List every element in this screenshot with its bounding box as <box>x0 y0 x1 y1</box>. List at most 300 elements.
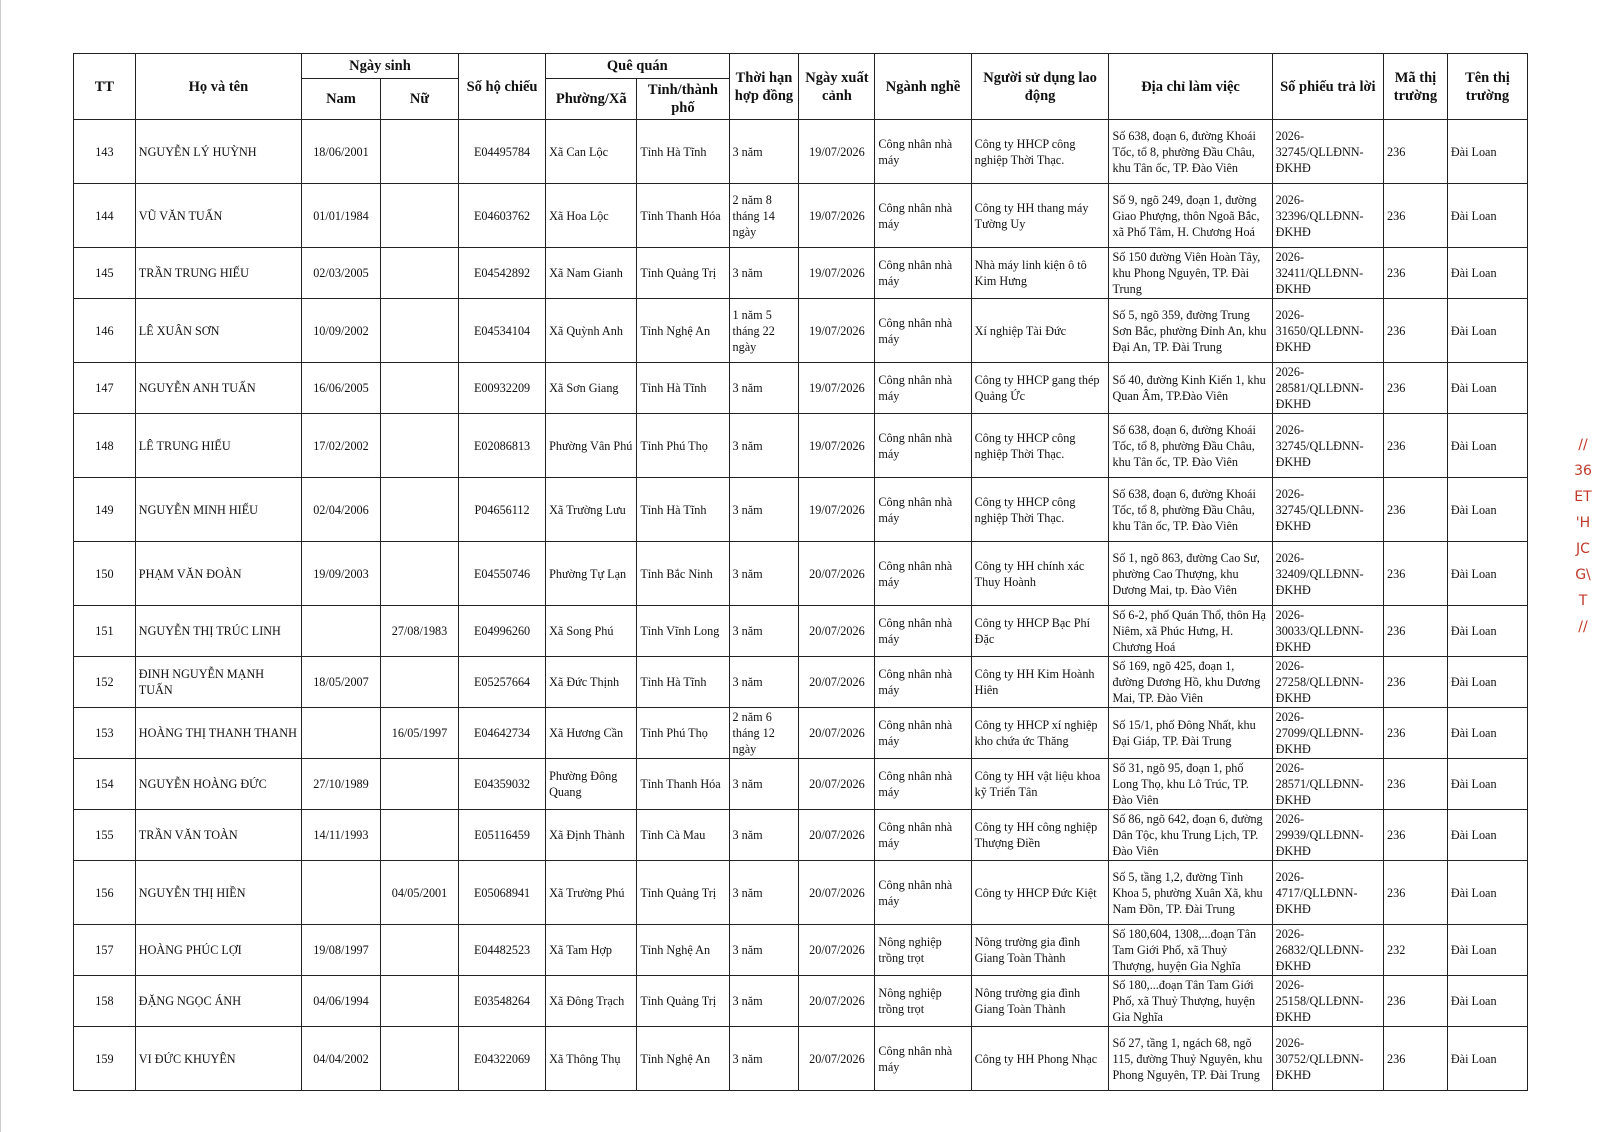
cell-tt: 153 <box>74 708 136 759</box>
cell-dob-male: 01/01/1984 <box>301 184 380 248</box>
cell-receipt: 2026-25158/QLLĐNN-ĐKHĐ <box>1272 976 1383 1027</box>
cell-dob-male: 02/03/2005 <box>301 248 380 299</box>
header-dob-male: Nam <box>301 79 380 120</box>
cell-market-name: Đài Loan <box>1447 363 1527 414</box>
cell-ward: Xã Nam Gianh <box>546 248 637 299</box>
cell-dob-male: 19/08/1997 <box>301 925 380 976</box>
cell-tt: 149 <box>74 478 136 542</box>
cell-ward: Xã Đông Trạch <box>546 976 637 1027</box>
cell-market-name: Đài Loan <box>1447 1027 1527 1091</box>
table-row <box>74 759 1528 810</box>
cell-province: Tỉnh Nghệ An <box>637 1027 729 1091</box>
cell-name: ĐINH NGUYỄN MẠNH TUẤN <box>135 657 301 708</box>
table-row <box>74 248 1528 299</box>
cell-tt: 156 <box>74 861 136 925</box>
cell-passport: E04482523 <box>459 925 546 976</box>
cell-tt: 155 <box>74 810 136 861</box>
header-dob-female: Nữ <box>380 79 458 120</box>
stamp-line: JC <box>1576 541 1590 557</box>
cell-address: Số 169, ngõ 425, đoạn 1, đường Dương Hồ, khu Dương Mai, TP. Đào Viên <box>1109 657 1272 708</box>
cell-market-name: Đài Loan <box>1447 478 1527 542</box>
cell-employer: Công ty HH thang máy Tường Uy <box>971 184 1109 248</box>
cell-exit-date: 20/07/2026 <box>799 606 875 657</box>
cell-dob-male: 16/06/2005 <box>301 363 380 414</box>
scan-edge <box>0 0 1 1132</box>
cell-market-name: Đài Loan <box>1447 606 1527 657</box>
cell-address: Số 180,604, 1308,...đoạn Tân Tam Giới Phố, xã Thuỷ Thượng, huyện Gia Nghĩa <box>1109 925 1272 976</box>
cell-tt: 148 <box>74 414 136 478</box>
cell-province: Tỉnh Hà Tĩnh <box>637 478 729 542</box>
cell-name: NGUYỄN THỊ TRÚC LINH <box>135 606 301 657</box>
cell-ward: Xã Định Thành <box>546 810 637 861</box>
cell-passport: P04656112 <box>459 478 546 542</box>
cell-market-name: Đài Loan <box>1447 184 1527 248</box>
header-dob-group: Ngày sinh <box>301 54 458 79</box>
cell-address: Số 150 đường Viên Hoàn Tây, khu Phong Nguyên, TP. Đài Trung <box>1109 248 1272 299</box>
cell-employer: Công ty HHCP Bạc Phí Đặc <box>971 606 1109 657</box>
cell-receipt: 2026-32409/QLLĐNN-ĐKHĐ <box>1272 542 1383 606</box>
cell-occupation: Công nhân nhà máy <box>875 120 971 184</box>
cell-dob-female <box>380 414 458 478</box>
cell-employer: Công ty HH công nghiệp Thượng Điền <box>971 810 1109 861</box>
cell-passport: E05257664 <box>459 657 546 708</box>
cell-dob-male: 10/09/2002 <box>301 299 380 363</box>
cell-occupation: Công nhân nhà máy <box>875 708 971 759</box>
cell-passport: E05116459 <box>459 810 546 861</box>
header-term: Thời hạn hợp đồng <box>729 54 799 120</box>
cell-occupation: Công nhân nhà máy <box>875 184 971 248</box>
table-row <box>74 414 1528 478</box>
cell-name: NGUYỄN HOÀNG ĐỨC <box>135 759 301 810</box>
cell-name: TRẦN VĂN TOÀN <box>135 810 301 861</box>
cell-address: Số 5, tầng 1,2, đường Tỉnh Khoa 5, phường Xuân Xã, khu Nam Đồn, TP. Đài Trung <box>1109 861 1272 925</box>
cell-ward: Xã Tam Hợp <box>546 925 637 976</box>
cell-market-code: 236 <box>1384 976 1448 1027</box>
cell-passport: E04996260 <box>459 606 546 657</box>
cell-occupation: Công nhân nhà máy <box>875 810 971 861</box>
cell-term: 3 năm <box>729 810 799 861</box>
cell-employer: Công ty HH Kim Hoành Hiên <box>971 657 1109 708</box>
cell-term: 3 năm <box>729 976 799 1027</box>
cell-province: Tỉnh Phú Thọ <box>637 708 729 759</box>
cell-market-name: Đài Loan <box>1447 542 1527 606</box>
cell-market-name: Đài Loan <box>1447 299 1527 363</box>
cell-passport: E02086813 <box>459 414 546 478</box>
table-row <box>74 708 1528 759</box>
cell-occupation: Công nhân nhà máy <box>875 542 971 606</box>
cell-occupation: Công nhân nhà máy <box>875 1027 971 1091</box>
cell-term: 3 năm <box>729 478 799 542</box>
stamp-line: 36 <box>1574 463 1592 479</box>
cell-passport: E04542892 <box>459 248 546 299</box>
cell-employer: Công ty HHCP công nghiệp Thời Thạc. <box>971 120 1109 184</box>
cell-market-code: 236 <box>1384 184 1448 248</box>
cell-employer: Công ty HHCP gang thép Quảng Ức <box>971 363 1109 414</box>
cell-market-code: 236 <box>1384 478 1448 542</box>
cell-dob-female <box>380 478 458 542</box>
cell-dob-female: 27/08/1983 <box>380 606 458 657</box>
cell-employer: Công ty HHCP công nghiệp Thời Thạc. <box>971 414 1109 478</box>
cell-dob-male: 17/02/2002 <box>301 414 380 478</box>
cell-dob-male: 18/06/2001 <box>301 120 380 184</box>
header-employer: Người sử dụng lao động <box>971 54 1109 120</box>
cell-occupation: Công nhân nhà máy <box>875 414 971 478</box>
table-row <box>74 1027 1528 1091</box>
cell-passport: E03548264 <box>459 976 546 1027</box>
cell-ward: Phường Đông Quang <box>546 759 637 810</box>
cell-province: Tỉnh Hà Tĩnh <box>637 120 729 184</box>
cell-dob-male: 19/09/2003 <box>301 542 380 606</box>
cell-name: TRẦN TRUNG HIẾU <box>135 248 301 299</box>
cell-occupation: Công nhân nhà máy <box>875 248 971 299</box>
header-hometown-group: Quê quán <box>546 54 729 79</box>
cell-employer: Công ty HHCP Đức Kiệt <box>971 861 1109 925</box>
cell-market-code: 236 <box>1384 248 1448 299</box>
header-market-code: Mã thị trường <box>1384 54 1448 120</box>
cell-name: NGUYỄN ANH TUẤN <box>135 363 301 414</box>
cell-passport: E04322069 <box>459 1027 546 1091</box>
cell-tt: 143 <box>74 120 136 184</box>
cell-tt: 147 <box>74 363 136 414</box>
cell-receipt: 2026-32396/QLLĐNN-ĐKHĐ <box>1272 184 1383 248</box>
cell-name: HOÀNG THỊ THANH THANH <box>135 708 301 759</box>
cell-address: Số 638, đoạn 6, đường Khoái Tốc, tổ 8, phường Đầu Châu, khu Tân ốc, TP. Đào Viên <box>1109 478 1272 542</box>
cell-ward: Xã Sơn Giang <box>546 363 637 414</box>
cell-receipt: 2026-27258/QLLĐNN-ĐKHĐ <box>1272 657 1383 708</box>
cell-employer: Nông trường gia đình Giang Toàn Thành <box>971 976 1109 1027</box>
cell-dob-male: 04/06/1994 <box>301 976 380 1027</box>
red-side-stamp <box>1570 432 1596 640</box>
cell-exit-date: 20/07/2026 <box>799 542 875 606</box>
cell-dob-male: 14/11/1993 <box>301 810 380 861</box>
cell-address: Số 1, ngõ 863, đường Cao Sư, phường Cao Thượng, khu Dương Mai, tp. Đào Viên <box>1109 542 1272 606</box>
cell-dob-female <box>380 657 458 708</box>
table-row <box>74 184 1528 248</box>
cell-receipt: 2026-28581/QLLĐNN-ĐKHĐ <box>1272 363 1383 414</box>
table-row <box>74 976 1528 1027</box>
cell-exit-date: 20/07/2026 <box>799 810 875 861</box>
cell-market-name: Đài Loan <box>1447 248 1527 299</box>
header-province: Tỉnh/thành phố <box>637 79 729 120</box>
cell-market-code: 236 <box>1384 363 1448 414</box>
cell-market-name: Đài Loan <box>1447 120 1527 184</box>
cell-address: Số 40, đường Kinh Kiến 1, khu Quan Âm, TP.Đào Viên <box>1109 363 1272 414</box>
cell-passport: E04495784 <box>459 120 546 184</box>
cell-market-name: Đài Loan <box>1447 657 1527 708</box>
cell-exit-date: 20/07/2026 <box>799 657 875 708</box>
table-row <box>74 299 1528 363</box>
cell-dob-female <box>380 1027 458 1091</box>
cell-dob-female <box>380 248 458 299</box>
cell-ward: Xã Song Phú <box>546 606 637 657</box>
cell-dob-female <box>380 925 458 976</box>
header-address: Địa chỉ làm việc <box>1109 54 1272 120</box>
cell-receipt: 2026-32745/QLLĐNN-ĐKHĐ <box>1272 414 1383 478</box>
cell-province: Tỉnh Quảng Trị <box>637 976 729 1027</box>
cell-exit-date: 20/07/2026 <box>799 925 875 976</box>
header-passport: Số hộ chiếu <box>459 54 546 120</box>
cell-ward: Xã Thông Thụ <box>546 1027 637 1091</box>
cell-receipt: 2026-32745/QLLĐNN-ĐKHĐ <box>1272 120 1383 184</box>
cell-province: Tỉnh Nghệ An <box>637 925 729 976</box>
cell-ward: Phường Vân Phú <box>546 414 637 478</box>
cell-term: 3 năm <box>729 248 799 299</box>
cell-exit-date: 20/07/2026 <box>799 861 875 925</box>
cell-name: LÊ TRUNG HIẾU <box>135 414 301 478</box>
cell-dob-male: 02/04/2006 <box>301 478 380 542</box>
cell-name: VI ĐỨC KHUYÊN <box>135 1027 301 1091</box>
cell-tt: 159 <box>74 1027 136 1091</box>
cell-employer: Công ty HHCP công nghiệp Thời Thạc. <box>971 478 1109 542</box>
cell-occupation: Công nhân nhà máy <box>875 759 971 810</box>
cell-address: Số 31, ngõ 95, đoạn 1, phố Long Thọ, khu Lô Trúc, TP. Đào Viên <box>1109 759 1272 810</box>
cell-employer: Công ty HH vật liệu khoa kỹ Triển Tân <box>971 759 1109 810</box>
cell-market-code: 236 <box>1384 606 1448 657</box>
cell-ward: Xã Can Lộc <box>546 120 637 184</box>
cell-market-code: 236 <box>1384 299 1448 363</box>
cell-address: Số 15/1, phố Đông Nhất, khu Đại Giáp, TP. Đài Trung <box>1109 708 1272 759</box>
cell-employer: Nhà máy linh kiện ô tô Kim Hưng <box>971 248 1109 299</box>
cell-receipt: 2026-31650/QLLĐNN-ĐKHĐ <box>1272 299 1383 363</box>
cell-term: 3 năm <box>729 925 799 976</box>
cell-market-code: 232 <box>1384 925 1448 976</box>
cell-tt: 150 <box>74 542 136 606</box>
cell-dob-male: 18/05/2007 <box>301 657 380 708</box>
stamp-line: ET <box>1574 489 1592 505</box>
cell-address: Số 5, ngõ 359, đường Trung Sơn Bắc, phường Đỉnh An, khu Đại An, TP. Đài Trung <box>1109 299 1272 363</box>
cell-market-code: 236 <box>1384 810 1448 861</box>
cell-receipt: 2026-4717/QLLĐNN-ĐKHĐ <box>1272 861 1383 925</box>
stamp-line: // <box>1578 619 1588 635</box>
cell-exit-date: 20/07/2026 <box>799 976 875 1027</box>
cell-exit-date: 20/07/2026 <box>799 1027 875 1091</box>
cell-dob-male: 27/10/1989 <box>301 759 380 810</box>
cell-ward: Xã Trường Lưu <box>546 478 637 542</box>
table-row <box>74 861 1528 925</box>
table-row <box>74 363 1528 414</box>
cell-occupation: Công nhân nhà máy <box>875 861 971 925</box>
cell-name: VŨ VĂN TUẤN <box>135 184 301 248</box>
cell-province: Tỉnh Vĩnh Long <box>637 606 729 657</box>
cell-dob-female <box>380 976 458 1027</box>
cell-dob-female <box>380 299 458 363</box>
cell-market-name: Đài Loan <box>1447 414 1527 478</box>
cell-address: Số 638, đoạn 6, đường Khoái Tốc, tổ 8, phường Đầu Châu, khu Tân ốc, TP. Đào Viên <box>1109 120 1272 184</box>
cell-receipt: 2026-29939/QLLĐNN-ĐKHĐ <box>1272 810 1383 861</box>
cell-tt: 157 <box>74 925 136 976</box>
cell-dob-female <box>380 184 458 248</box>
cell-dob-female: 16/05/1997 <box>380 708 458 759</box>
cell-ward: Xã Quỳnh Anh <box>546 299 637 363</box>
header-receipt: Số phiếu trả lời <box>1272 54 1383 120</box>
cell-market-code: 236 <box>1384 120 1448 184</box>
cell-name: PHẠM VĂN ĐOÀN <box>135 542 301 606</box>
cell-employer: Nông trường gia đình Giang Toàn Thành <box>971 925 1109 976</box>
cell-province: Tỉnh Cà Mau <box>637 810 729 861</box>
cell-address: Số 86, ngõ 642, đoạn 6, đường Dân Tộc, khu Trung Lịch, TP. Đào Viên <box>1109 810 1272 861</box>
cell-province: Tỉnh Quảng Trị <box>637 248 729 299</box>
cell-dob-female <box>380 542 458 606</box>
cell-tt: 151 <box>74 606 136 657</box>
cell-receipt: 2026-32411/QLLĐNN-ĐKHĐ <box>1272 248 1383 299</box>
cell-occupation: Công nhân nhà máy <box>875 657 971 708</box>
table-row <box>74 606 1528 657</box>
cell-market-name: Đài Loan <box>1447 708 1527 759</box>
cell-passport: E04359032 <box>459 759 546 810</box>
cell-dob-male <box>301 708 380 759</box>
cell-dob-female <box>380 810 458 861</box>
cell-exit-date: 20/07/2026 <box>799 708 875 759</box>
table-row <box>74 925 1528 976</box>
stamp-line: 'H <box>1575 515 1591 531</box>
cell-term: 2 năm 6 tháng 12 ngày <box>729 708 799 759</box>
cell-term: 1 năm 5 tháng 22 ngày <box>729 299 799 363</box>
cell-ward: Phường Tự Lạn <box>546 542 637 606</box>
cell-address: Số 638, đoạn 6, đường Khoái Tốc, tổ 8, phường Đầu Châu, khu Tân ốc, TP. Đào Viên <box>1109 414 1272 478</box>
cell-dob-male: 04/04/2002 <box>301 1027 380 1091</box>
cell-receipt: 2026-32745/QLLĐNN-ĐKHĐ <box>1272 478 1383 542</box>
cell-exit-date: 19/07/2026 <box>799 120 875 184</box>
cell-term: 3 năm <box>729 657 799 708</box>
cell-name: LÊ XUÂN SƠN <box>135 299 301 363</box>
cell-address: Số 27, tầng 1, ngách 68, ngõ 115, đường Thuỷ Nguyên, khu Phong Nguyên, TP. Đài Trung <box>1109 1027 1272 1091</box>
cell-employer: Công ty HH Phong Nhạc <box>971 1027 1109 1091</box>
cell-occupation: Nông nghiệp trồng trọt <box>875 976 971 1027</box>
cell-occupation: Công nhân nhà máy <box>875 478 971 542</box>
stamp-line: G\ <box>1575 567 1591 583</box>
cell-receipt: 2026-27099/QLLĐNN-ĐKHĐ <box>1272 708 1383 759</box>
cell-name: HOÀNG PHÚC LỢI <box>135 925 301 976</box>
worker-table <box>73 53 1528 1091</box>
cell-receipt: 2026-28571/QLLĐNN-ĐKHĐ <box>1272 759 1383 810</box>
cell-term: 3 năm <box>729 120 799 184</box>
cell-ward: Xã Trường Phú <box>546 861 637 925</box>
table-row <box>74 478 1528 542</box>
cell-market-name: Đài Loan <box>1447 976 1527 1027</box>
cell-market-code: 236 <box>1384 657 1448 708</box>
cell-dob-male <box>301 606 380 657</box>
cell-employer: Công ty HHCP xí nghiệp kho chứa ức Thăng <box>971 708 1109 759</box>
cell-dob-female <box>380 759 458 810</box>
header-occupation: Ngành nghề <box>875 54 971 120</box>
table-row <box>74 120 1528 184</box>
table-body <box>74 120 1528 1091</box>
cell-market-name: Đài Loan <box>1447 925 1527 976</box>
cell-exit-date: 19/07/2026 <box>799 248 875 299</box>
cell-market-code: 236 <box>1384 708 1448 759</box>
cell-market-code: 236 <box>1384 861 1448 925</box>
cell-exit-date: 19/07/2026 <box>799 363 875 414</box>
cell-province: Tỉnh Quảng Trị <box>637 861 729 925</box>
header-name: Họ và tên <box>135 54 301 120</box>
cell-province: Tỉnh Bắc Ninh <box>637 542 729 606</box>
table-row <box>74 657 1528 708</box>
cell-occupation: Công nhân nhà máy <box>875 606 971 657</box>
cell-ward: Xã Đức Thịnh <box>546 657 637 708</box>
cell-market-code: 236 <box>1384 542 1448 606</box>
cell-term: 3 năm <box>729 363 799 414</box>
cell-tt: 152 <box>74 657 136 708</box>
cell-market-name: Đài Loan <box>1447 759 1527 810</box>
table-row <box>74 542 1528 606</box>
cell-term: 3 năm <box>729 861 799 925</box>
cell-term: 3 năm <box>729 414 799 478</box>
cell-province: Tỉnh Hà Tĩnh <box>637 657 729 708</box>
cell-term: 3 năm <box>729 606 799 657</box>
cell-term: 3 năm <box>729 1027 799 1091</box>
cell-term: 3 năm <box>729 759 799 810</box>
cell-dob-male <box>301 861 380 925</box>
cell-tt: 144 <box>74 184 136 248</box>
cell-occupation: Nông nghiệp trồng trọt <box>875 925 971 976</box>
header-tt: TT <box>74 54 136 120</box>
cell-tt: 145 <box>74 248 136 299</box>
cell-passport: E04550746 <box>459 542 546 606</box>
cell-market-code: 236 <box>1384 414 1448 478</box>
cell-market-name: Đài Loan <box>1447 861 1527 925</box>
cell-employer: Công ty HH chính xác Thuy Hoành <box>971 542 1109 606</box>
header-market-name: Tên thị trường <box>1447 54 1527 120</box>
cell-receipt: 2026-30033/QLLĐNN-ĐKHĐ <box>1272 606 1383 657</box>
cell-exit-date: 19/07/2026 <box>799 478 875 542</box>
worker-list-sheet <box>73 53 1528 1091</box>
cell-occupation: Công nhân nhà máy <box>875 299 971 363</box>
cell-employer: Xí nghiệp Tài Đức <box>971 299 1109 363</box>
cell-province: Tỉnh Phú Thọ <box>637 414 729 478</box>
cell-name: ĐẶNG NGỌC ÁNH <box>135 976 301 1027</box>
cell-occupation: Công nhân nhà máy <box>875 363 971 414</box>
cell-receipt: 2026-30752/QLLĐNN-ĐKHĐ <box>1272 1027 1383 1091</box>
cell-exit-date: 19/07/2026 <box>799 184 875 248</box>
cell-dob-female: 04/05/2001 <box>380 861 458 925</box>
cell-ward: Xã Hương Cần <box>546 708 637 759</box>
cell-passport: E04642734 <box>459 708 546 759</box>
cell-term: 2 năm 8 tháng 14 ngày <box>729 184 799 248</box>
cell-passport: E05068941 <box>459 861 546 925</box>
cell-exit-date: 20/07/2026 <box>799 759 875 810</box>
cell-dob-female <box>380 363 458 414</box>
cell-market-name: Đài Loan <box>1447 810 1527 861</box>
cell-market-code: 236 <box>1384 759 1448 810</box>
cell-province: Tỉnh Hà Tĩnh <box>637 363 729 414</box>
header-exit-date: Ngày xuất cảnh <box>799 54 875 120</box>
cell-name: NGUYỄN THỊ HIỀN <box>135 861 301 925</box>
cell-tt: 158 <box>74 976 136 1027</box>
cell-name: NGUYỄN MINH HIẾU <box>135 478 301 542</box>
table-row <box>74 810 1528 861</box>
cell-province: Tỉnh Thanh Hóa <box>637 184 729 248</box>
cell-exit-date: 19/07/2026 <box>799 414 875 478</box>
cell-tt: 154 <box>74 759 136 810</box>
cell-province: Tỉnh Thanh Hóa <box>637 759 729 810</box>
cell-dob-female <box>380 120 458 184</box>
cell-ward: Xã Hoa Lộc <box>546 184 637 248</box>
cell-address: Số 9, ngõ 249, đoạn 1, đường Giao Phượng, thôn Ngoã Bắc, xã Phố Tâm, H. Chương Hoá <box>1109 184 1272 248</box>
stamp-line: T <box>1578 593 1588 609</box>
cell-exit-date: 19/07/2026 <box>799 299 875 363</box>
header-ward: Phường/Xã <box>546 79 637 120</box>
stamp-line: // <box>1578 437 1588 453</box>
cell-province: Tỉnh Nghệ An <box>637 299 729 363</box>
cell-passport: E00932209 <box>459 363 546 414</box>
cell-name: NGUYỄN LÝ HUỲNH <box>135 120 301 184</box>
cell-address: Số 6-2, phố Quán Thổ, thôn Hạ Niêm, xã Phúc Hưng, H. Chương Hoá <box>1109 606 1272 657</box>
cell-address: Số 180,...đoạn Tân Tam Giới Phố, xã Thuỷ Thượng, huyện Gia Nghĩa <box>1109 976 1272 1027</box>
cell-passport: E04534104 <box>459 299 546 363</box>
cell-passport: E04603762 <box>459 184 546 248</box>
cell-tt: 146 <box>74 299 136 363</box>
cell-receipt: 2026-26832/QLLĐNN-ĐKHĐ <box>1272 925 1383 976</box>
